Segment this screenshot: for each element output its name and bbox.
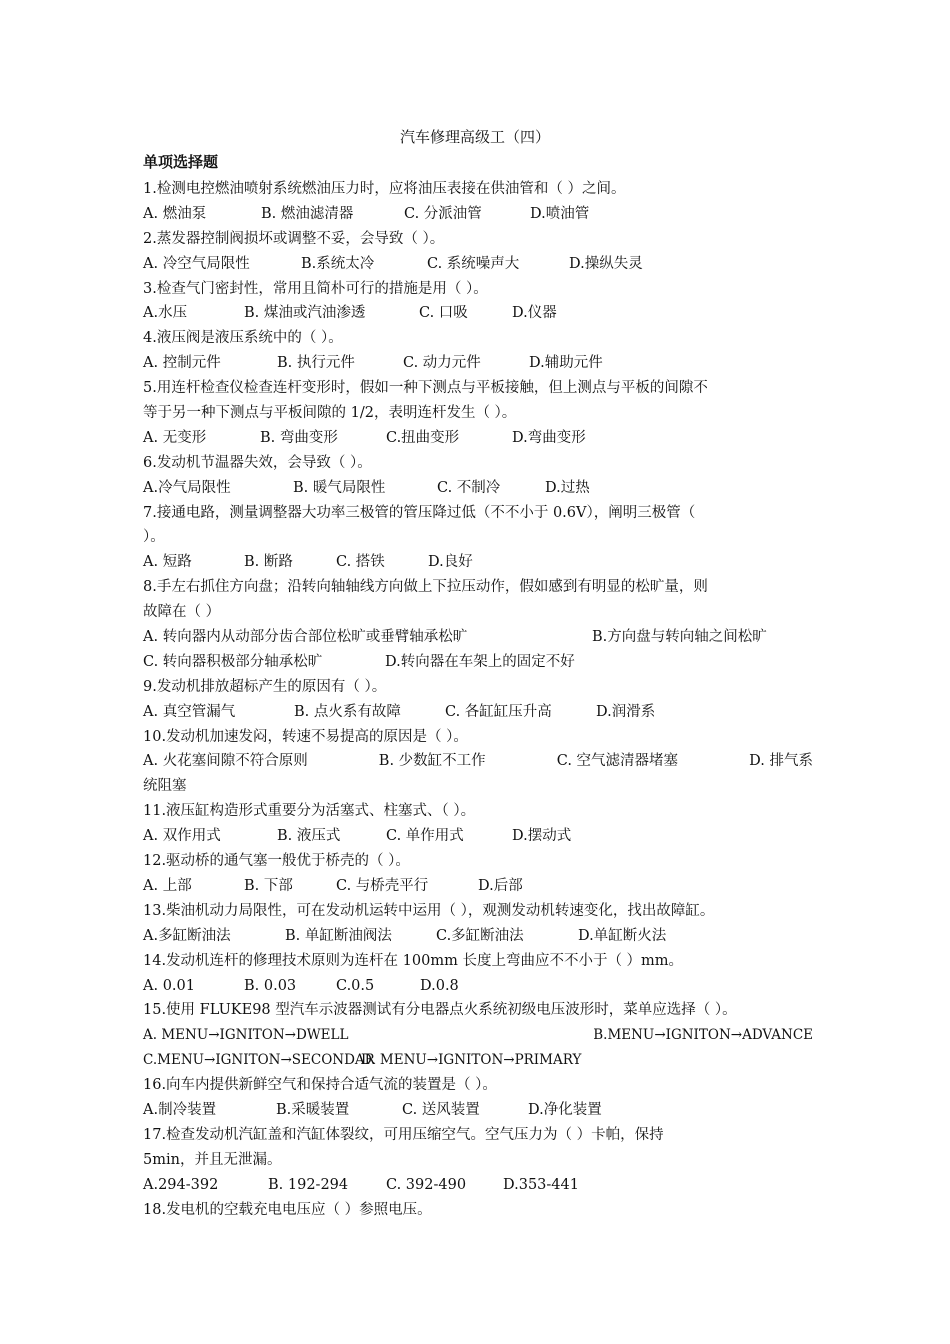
option-row	[143, 974, 813, 999]
option: A. 燃油泵	[143, 205, 207, 222]
option: B. 少数缸不工作	[378, 753, 486, 770]
option: D.良好	[428, 554, 473, 571]
option: B. 燃油滤清器	[261, 205, 354, 222]
option: A. 火花塞间隙不符合原则	[143, 753, 308, 770]
option: B. 单缸断油阀法	[285, 927, 392, 944]
option: D.净化装置	[528, 1101, 602, 1118]
option: C.MENU→IGNITON→SECONDAR	[143, 1052, 375, 1069]
option: C. 各缸缸压升高	[445, 703, 552, 720]
question-text: 8.手左右抓住方向盘；沿转向轴轴线方向做上下拉压动作，假如感到有明显的松旷量，则	[143, 579, 708, 596]
option: A. 上部	[143, 877, 192, 894]
question-text: 13.柴油机动力局限性，可在发动机运转中运用（ ），观测发动机转速变化，找出故障缸。	[143, 902, 715, 919]
option: D.转向器在车架上的固定不好	[385, 653, 575, 670]
option: A.多缸断油法	[143, 927, 231, 944]
document-title: 汽车修理高级工（四）	[399, 128, 550, 146]
question-text: 18.发电机的空载充电电压应（ ）参照电压。	[143, 1201, 432, 1218]
option-row	[143, 1173, 813, 1198]
option: A. 0.01	[143, 977, 195, 994]
option: D.操纵失灵	[569, 255, 643, 272]
option: B. 断路	[244, 554, 293, 571]
section-heading: 单项选择题	[143, 153, 219, 171]
question-text: 17.检查发动机汽缸盖和汽缸体裂纹，可用压缩空气。空气压力为（ ）卡帕，保持	[143, 1126, 664, 1143]
option-row	[143, 924, 813, 949]
option: D.润滑系	[596, 703, 656, 720]
option: C. 分派油管	[404, 205, 482, 222]
option: C.多缸断油法	[436, 927, 524, 944]
option: D.弯曲变形	[512, 429, 586, 446]
option-row	[143, 252, 813, 277]
option: B. 弯曲变形	[260, 429, 338, 446]
option: C. 单作用式	[386, 828, 464, 845]
option-row	[143, 749, 813, 774]
option: C. 空气滤清器堵塞	[556, 753, 679, 770]
question-text: 15.使用 FLUKE98 型汽车示波器测试有分电器点火系统初级电压波形时，菜单应选择（ ）。	[143, 1002, 737, 1019]
option: C.扭曲变形	[386, 429, 460, 446]
option: B. 点火系有故障	[294, 703, 401, 720]
option: A.294-392	[143, 1176, 219, 1193]
option: D. MENU→IGNITON→PRIMARY	[361, 1052, 582, 1069]
option: C. 搭铁	[336, 554, 385, 571]
option: B.采暖装置	[276, 1101, 350, 1118]
option: B.系统太冷	[301, 255, 375, 272]
option: C. 系统噪声大	[427, 255, 520, 272]
option-row	[143, 1023, 813, 1048]
option: D.单缸断火法	[578, 927, 667, 944]
option: A. 真空管漏气	[143, 703, 236, 720]
option: B. 0.03	[244, 977, 297, 994]
option: A. MENU→IGNITON→DWELL	[143, 1027, 349, 1044]
option: A. 无变形	[143, 429, 207, 446]
question-text: 16.向车内提供新鲜空气和保持合适气流的装置是（ ）。	[143, 1077, 497, 1094]
question-text-cont: 故障在（ ）	[143, 604, 221, 621]
option: D.后部	[478, 877, 523, 894]
option-row	[143, 476, 813, 501]
option: B. 192-294	[268, 1176, 349, 1193]
question-text: 10.发动机加速发闷，转速不易提高的原因是（ ）。	[143, 728, 468, 745]
option-row	[143, 301, 813, 326]
option: A. 短路	[143, 554, 192, 571]
option: A. 冷空气局限性	[143, 255, 250, 272]
option-row	[143, 625, 813, 650]
option: A.制冷装置	[143, 1101, 217, 1118]
option: C. 动力元件	[403, 355, 481, 372]
option: D.摆动式	[512, 828, 572, 845]
option-row	[143, 874, 813, 899]
option: D.辅助元件	[529, 355, 603, 372]
question-text: 4.液压阀是液压系统中的（ ）。	[143, 330, 343, 347]
question-text: 6.发动机节温器失效，会导致（ ）。	[143, 454, 372, 471]
question-text: 11.液压缸构造形式重要分为活塞式、柱塞式、（ ）。	[143, 803, 476, 820]
option: D. 排气系	[749, 753, 813, 770]
option-row	[143, 1098, 813, 1123]
question-text: 12.驱动桥的通气塞一般优于桥壳的（ ）。	[143, 853, 410, 870]
option: B. 执行元件	[277, 355, 355, 372]
option: A.冷气局限性	[143, 479, 231, 496]
option-row	[143, 202, 813, 227]
option: B. 液压式	[277, 828, 341, 845]
option: C. 转向器积极部分轴承松旷	[143, 653, 323, 670]
option: A.水压	[143, 305, 188, 322]
option: A. 转向器内从动部分齿合部位松旷或垂臂轴承松旷	[143, 629, 468, 646]
option: B. 暖气局限性	[293, 479, 386, 496]
question-text: 5.用连杆检查仪检查连杆变形时，假如一种下测点与平板接触，但上测点与平板的间隙不	[143, 380, 708, 397]
option: C. 口吸	[419, 305, 468, 322]
option: D.仪器	[512, 305, 557, 322]
option-row	[143, 650, 813, 675]
option-wrap: 统阻塞	[143, 778, 187, 795]
option: C. 392-490	[386, 1176, 467, 1193]
question-text: 14.发动机连杆的修理技术原则为连杆在 100mm 长度上弯曲应不不小于（ ）mm。	[143, 952, 684, 969]
question-text: 7.接通电路，测量调整器大功率三极管的管压降过低（不不小于 0.6V），阐明三极管（	[143, 504, 696, 521]
option: D.过热	[545, 479, 590, 496]
option: C. 不制冷	[437, 479, 501, 496]
question-list	[143, 177, 813, 1222]
option-row	[143, 426, 813, 451]
option: D.喷油管	[530, 205, 590, 222]
question-text: 9.发动机排放超标产生的原因有（ ）。	[143, 678, 387, 695]
option: C. 与桥壳平行	[336, 877, 429, 894]
option: B.方向盘与转向轴之间松旷	[592, 629, 767, 646]
option: D.0.8	[420, 977, 459, 994]
option: D.353-441	[503, 1176, 579, 1193]
question-text: 1.检测电控燃油喷射系统燃油压力时，应将油压表接在供油管和（ ）之间。	[143, 181, 626, 197]
option: A. 双作用式	[143, 828, 221, 845]
question-text-cont: 等于另一种下测点与平板间隙的 1/2，表明连杆发生（ ）。	[143, 405, 517, 422]
option-row	[143, 1048, 813, 1073]
option-row	[143, 550, 813, 575]
question-text: 2.蒸发器控制阀损坏或调整不妥，会导致（ ）。	[143, 230, 445, 247]
option: B. 下部	[244, 877, 293, 894]
option-row	[143, 700, 813, 725]
option-row	[143, 824, 813, 849]
question-text-cont: ）。	[143, 529, 165, 546]
option: A. 控制元件	[143, 355, 221, 372]
question-text-cont: 5min，并且无泄漏。	[143, 1151, 282, 1168]
question-text: 3.检查气门密封性，常用且简朴可行的措施是用（ ）。	[143, 280, 488, 297]
option: B.MENU→IGNITON→ADVANCE	[593, 1027, 813, 1044]
option: C. 送风装置	[402, 1101, 480, 1118]
option-row	[143, 351, 813, 376]
option: C.0.5	[336, 977, 375, 994]
option: B. 煤油或汽油渗透	[244, 305, 366, 322]
